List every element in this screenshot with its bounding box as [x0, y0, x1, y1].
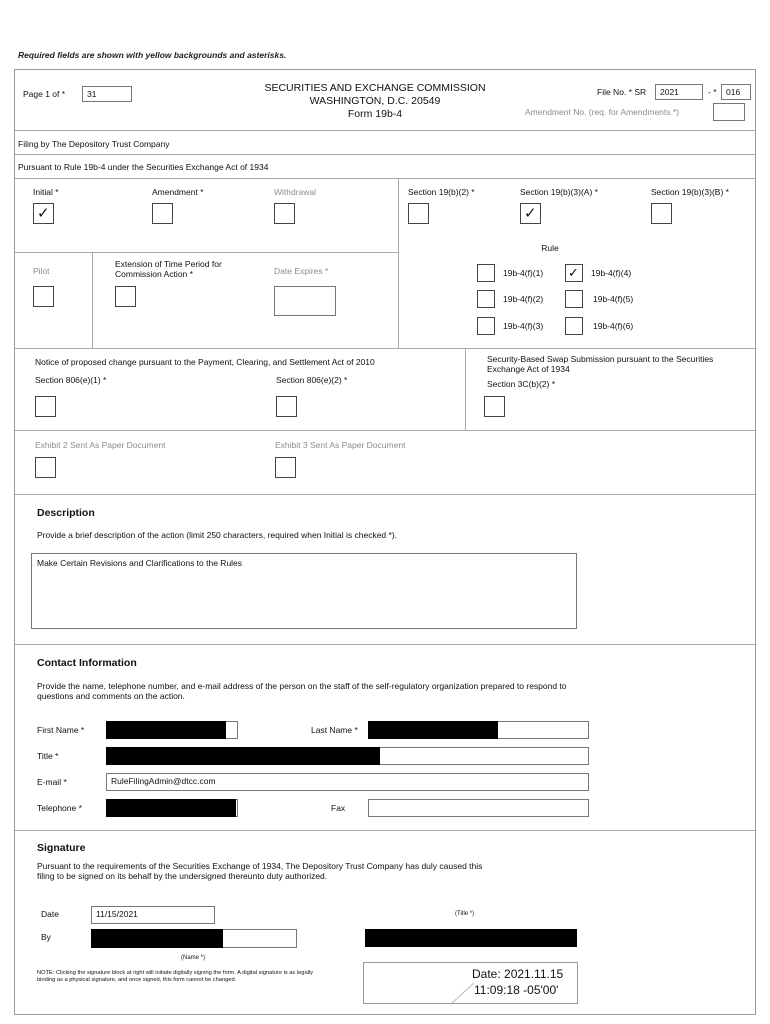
exhibit3-label: Exhibit 3 Sent As Paper Document — [275, 440, 406, 450]
exhibit3-checkbox[interactable] — [275, 457, 296, 478]
fax-field[interactable] — [368, 799, 589, 817]
agency-city: WASHINGTON, D.C. 20549 — [309, 95, 441, 107]
initial-label: Initial * — [33, 187, 59, 197]
rule-f3-checkbox[interactable] — [477, 317, 495, 335]
stamp-date: Date: 2021.11.15 — [472, 967, 564, 981]
amendment-label: Amendment No. (req. for Amendments *) — [525, 107, 680, 117]
amendment-type-label: Amendment * — [152, 187, 204, 197]
rule-f5-label: 19b-4(f)(5) — [593, 294, 634, 304]
check-mark-icon: ✓ — [524, 205, 537, 222]
signature-notice: NOTE: Clicking the signature block at right will initiate digitally signing the form. A digital signature is as legally binding as a physical signature, and once signed, this form cannot be changed. — [37, 970, 313, 984]
form-frame — [14, 69, 756, 1015]
act2010-notice: Notice of proposed change pursuant to the Payment, Clearing, and Settlement Act of 2010 — [35, 357, 375, 367]
file-year-field[interactable]: 2021 — [655, 84, 703, 100]
check-mark-icon: ✓ — [37, 205, 50, 222]
sec-19b2-checkbox[interactable] — [408, 203, 429, 224]
description-instruction: Provide a brief description of the action (limit 250 characters, required when Initial is checked *). — [37, 530, 398, 540]
rule-f6-label: 19b-4(f)(6) — [593, 321, 634, 331]
file-number-field[interactable]: 016 — [721, 84, 751, 100]
agency-title: SECURITIES AND EXCHANGE COMMISSION — [264, 82, 486, 94]
withdrawal-checkbox[interactable] — [274, 203, 295, 224]
rule-f4-checkbox[interactable] — [565, 264, 583, 282]
sec-806e2-checkbox[interactable] — [276, 396, 297, 417]
description-title: Description — [37, 507, 95, 519]
sec-19b3b-label: Section 19(b)(3)(B) * — [651, 187, 729, 197]
last-name-label: Last Name * — [311, 725, 358, 735]
page-total-field[interactable]: 31 — [82, 86, 132, 102]
email-field[interactable]: RuleFilingAdmin@dtcc.com — [106, 773, 589, 791]
redaction-block — [365, 929, 577, 947]
rule-f3-label: 19b-4(f)(3) — [503, 321, 544, 331]
amendment-checkbox[interactable] — [152, 203, 173, 224]
redaction-block — [106, 721, 226, 739]
rule-f2-label: 19b-4(f)(2) — [503, 294, 544, 304]
check-mark-icon: ✓ — [568, 265, 579, 280]
file-separator: - * — [708, 87, 717, 97]
pursuant-rule: Pursuant to Rule 19b-4 under the Securities Exchange Act of 1934 — [18, 162, 269, 172]
telephone-label: Telephone * — [37, 803, 82, 813]
redaction-block — [106, 799, 236, 817]
redaction-block — [106, 747, 380, 765]
rule-title: Rule — [541, 243, 559, 253]
sec-806e1-checkbox[interactable] — [35, 396, 56, 417]
sec-3c-label: Section 3C(b)(2) * — [487, 379, 556, 389]
date-expires-label: Date Expires * — [274, 266, 329, 276]
initial-checkbox[interactable] — [33, 203, 54, 224]
by-label: By — [41, 932, 51, 942]
signature-title: Signature — [37, 842, 86, 854]
pilot-label: Pilot — [33, 266, 50, 276]
rule-f4-label: 19b-4(f)(4) — [591, 268, 632, 278]
sec-19b2-label: Section 19(b)(2) * — [408, 187, 475, 197]
required-fields-note: Required fields are shown with yellow backgrounds and asterisks. — [18, 50, 287, 60]
swap-submission-label: Security-Based Swap Submission pursuant to the Securities Exchange Act of 1934 — [487, 354, 714, 374]
rule-f1-label: 19b-4(f)(1) — [503, 268, 544, 278]
withdrawal-label: Withdrawal — [274, 187, 317, 197]
exhibit2-checkbox[interactable] — [35, 457, 56, 478]
rule-f5-checkbox[interactable] — [565, 290, 583, 308]
rule-f6-checkbox[interactable] — [565, 317, 583, 335]
exhibit2-label: Exhibit 2 Sent As Paper Document — [35, 440, 166, 450]
date-label: Date — [41, 909, 59, 919]
date-expires-field[interactable] — [274, 286, 336, 316]
sec-806e2-label: Section 806(e)(2) * — [276, 375, 348, 385]
page-label: Page 1 of * — [23, 89, 66, 99]
file-no-label: File No. * SR — [597, 87, 647, 97]
redaction-block — [368, 721, 498, 739]
extension-label: Extension of Time Period for Commission Action * — [115, 259, 222, 279]
stamp-time: 11:09:18 -05'00' — [474, 983, 559, 997]
filing-by: Filing by The Depository Trust Company — [18, 139, 170, 149]
contact-title: Contact Information — [37, 657, 137, 669]
title-label: Title * — [37, 751, 59, 761]
extension-checkbox[interactable] — [115, 286, 136, 307]
amendment-field[interactable] — [713, 103, 745, 121]
contact-instruction: Provide the name, telephone number, and e-mail address of the person on the staff of the self-regulatory organization prepared to respond to questions and comments on the action. — [37, 681, 567, 701]
form-name: Form 19b-4 — [347, 108, 403, 120]
fax-label: Fax — [331, 803, 346, 813]
redaction-block — [91, 929, 223, 948]
description-textarea[interactable]: Make Certain Revisions and Clarifications to the Rules — [31, 553, 577, 629]
sec-3c-checkbox[interactable] — [484, 396, 505, 417]
date-field[interactable]: 11/15/2021 — [91, 906, 215, 924]
rule-f2-checkbox[interactable] — [477, 290, 495, 308]
rule-f1-checkbox[interactable] — [477, 264, 495, 282]
sec-19b3b-checkbox[interactable] — [651, 203, 672, 224]
name-caption: (Name *) — [181, 955, 206, 961]
signature-text: Pursuant to the requirements of the Securities Exchange of 1934, The Depository Trust Company has duly caused this filing to be signed on its behalf by the undersigned thereunto duty authorized. — [37, 861, 483, 881]
sec-806e1-label: Section 806(e)(1) * — [35, 375, 107, 385]
email-label: E-mail * — [37, 777, 67, 787]
sec-19b3a-checkbox[interactable] — [520, 203, 541, 224]
pilot-checkbox[interactable] — [33, 286, 54, 307]
title-caption: (Title *) — [455, 911, 475, 917]
first-name-label: First Name * — [37, 725, 85, 735]
digital-signature-block[interactable] — [363, 962, 578, 1004]
sec-19b3a-label: Section 19(b)(3)(A) * — [520, 187, 598, 197]
